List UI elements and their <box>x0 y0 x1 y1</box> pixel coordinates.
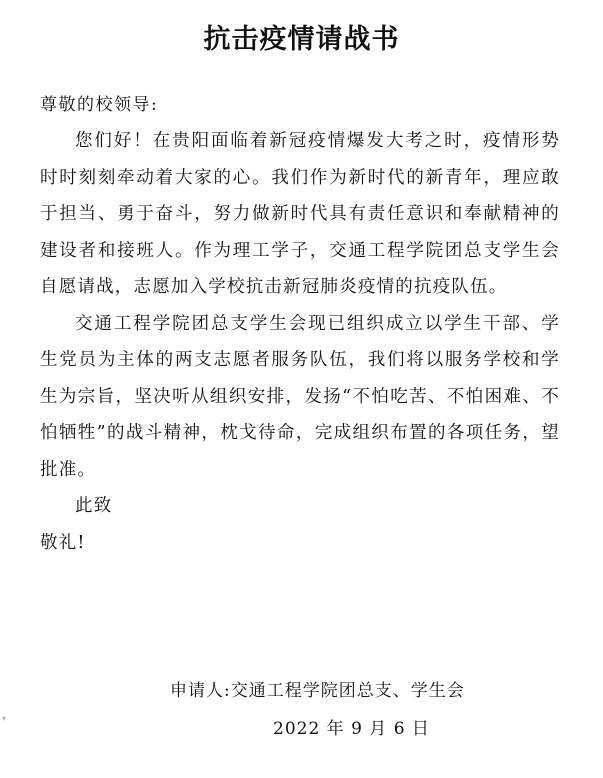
salutation: 尊敬的校领导: <box>40 95 159 115</box>
paragraph-1: 您们好！在贵阳面临着新冠疫情爆发大考之时，疫情形势时时刻刻牵动着大家的心。我们作为新时代的新青年，理应敢于担当、勇于奋斗，努力做新时代具有责任意识和奉献精神的建设者和接班人。作为理工学子，交通工程学院团总支学生会自愿请战，志愿加入学校抗击新冠肺炎疫情的抗疫队伍。 <box>40 131 560 297</box>
closing-phrase: 此致 <box>75 496 113 516</box>
paragraph-2: 交通工程学院团总支学生会现已组织成立以学生干部、学生党员为主体的两支志愿者服务队伍，我们将以服务学校和学生为宗旨，坚决听从组织安排，发扬“不怕吃苦、不怕困难、不怕牺牲”的战斗精神，枕戈待命，完成组织布置的各项任务，望批准。 <box>40 313 560 480</box>
document-date: 2022 年 9 月 6 日 <box>273 719 430 739</box>
margin-mark-icon: ▾ <box>2 714 7 723</box>
letter-body <box>40 123 560 561</box>
regards-phrase: 敬礼! <box>40 532 86 553</box>
applicant-signature: 申请人:交通工程学院团总支、学生会 <box>170 681 465 701</box>
document-title: 抗击疫情请战书 <box>203 24 400 55</box>
